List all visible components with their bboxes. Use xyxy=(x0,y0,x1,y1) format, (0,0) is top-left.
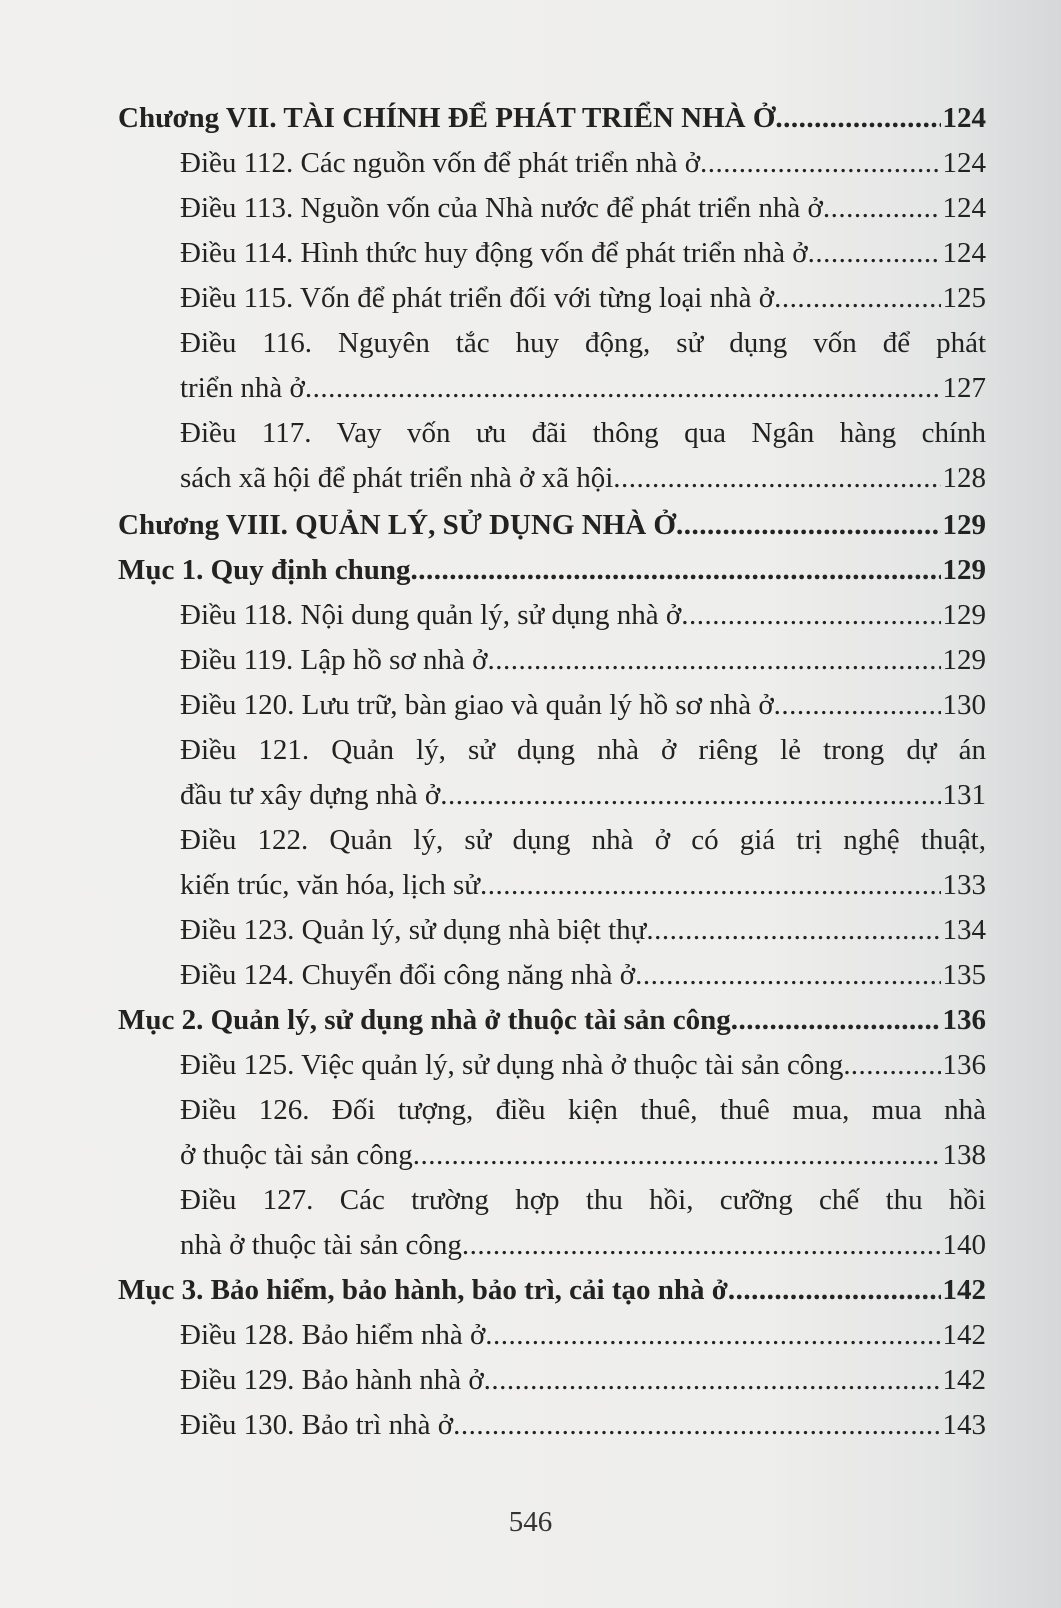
entry-page-number: 134 xyxy=(942,914,986,946)
section-heading xyxy=(118,1268,986,1313)
leader-dots xyxy=(731,998,941,1043)
page-number: 546 xyxy=(508,1506,553,1538)
leader-dots xyxy=(774,276,940,321)
entry-title: ở thuộc tài sản công xyxy=(180,1139,413,1171)
article-entry-line2 xyxy=(118,1133,986,1178)
entry-title: Điều 128. Bảo hiểm nhà ở xyxy=(180,1319,486,1351)
entry-title: kiến trúc, văn hóa, lịch sử xyxy=(180,869,480,901)
entry-page-number: 124 xyxy=(942,147,986,179)
article-entry-line1: Điều 117. Vay vốn ưu đãi thông qua Ngân hàng chính xyxy=(180,417,986,449)
article-entry xyxy=(118,1403,986,1448)
article-entry xyxy=(118,683,986,728)
leader-dots xyxy=(676,503,941,548)
entry-title: Điều 114. Hình thức huy động vốn để phát triển nhà ở xyxy=(180,237,808,269)
entry-page-number: 129 xyxy=(942,599,986,631)
entry-page-number: 142 xyxy=(942,1274,986,1306)
leader-dots xyxy=(305,366,941,411)
article-entry xyxy=(118,593,986,638)
entry-page-number: 128 xyxy=(942,462,986,494)
entry-title: Điều 115. Vốn để phát triển đối với từng loại nhà ở xyxy=(180,282,775,314)
article-entry xyxy=(118,1313,986,1358)
article-entry xyxy=(118,1358,986,1403)
leader-dots xyxy=(487,638,940,683)
entry-title: đầu tư xây dựng nhà ở xyxy=(180,779,441,811)
article-entry xyxy=(118,638,986,683)
article-entry xyxy=(118,411,986,501)
entry-title: Điều 124. Chuyển đổi công năng nhà ở xyxy=(180,959,636,991)
entry-title: Điều 112. Các nguồn vốn để phát triển nhà ở xyxy=(180,147,701,179)
chapter-heading xyxy=(118,96,986,141)
entry-title: nhà ở thuộc tài sản công xyxy=(180,1229,462,1261)
leader-dots xyxy=(462,1223,941,1268)
entry-page-number: 142 xyxy=(942,1319,986,1351)
entry-title: Điều 119. Lập hồ sơ nhà ở xyxy=(180,644,488,676)
entry-title: Chương VIII. QUẢN LÝ, SỬ DỤNG NHÀ Ở xyxy=(118,509,676,541)
entry-page-number: 143 xyxy=(942,1409,986,1441)
entry-page-number: 129 xyxy=(942,509,986,541)
article-entry-line2 xyxy=(118,366,986,411)
entry-page-number: 129 xyxy=(942,644,986,676)
entry-title: Điều 125. Việc quản lý, sử dụng nhà ở thuộc tài sản công. xyxy=(180,1049,851,1081)
article-entry xyxy=(118,321,986,411)
entry-title: Mục 2. Quản lý, sử dụng nhà ở thuộc tài sản công xyxy=(118,1004,731,1036)
entry-page-number: 125 xyxy=(942,282,986,314)
chapter-heading xyxy=(118,503,986,548)
article-entry xyxy=(118,818,986,908)
entry-page-number: 127 xyxy=(942,372,986,404)
entry-page-number: 124 xyxy=(942,102,986,134)
leader-dots xyxy=(646,908,940,953)
leader-dots xyxy=(635,953,940,998)
article-entry-line2 xyxy=(118,773,986,818)
entry-page-number: 133 xyxy=(942,869,986,901)
leader-dots xyxy=(613,456,940,501)
article-entry xyxy=(118,908,986,953)
entry-title: Điều 130. Bảo trì nhà ở xyxy=(180,1409,454,1441)
entry-page-number: 138 xyxy=(942,1139,986,1171)
article-entry-line1: Điều 121. Quản lý, sử dụng nhà ở riêng lẻ trong dự án xyxy=(180,734,986,766)
leader-dots xyxy=(775,96,940,141)
entry-page-number: 136 xyxy=(942,1049,986,1081)
leader-dots xyxy=(485,1313,940,1358)
entry-title: Điều 120. Lưu trữ, bàn giao và quản lý hồ sơ nhà ở xyxy=(180,689,774,721)
leader-dots xyxy=(413,1133,941,1178)
entry-title: sách xã hội để phát triển nhà ở xã hội xyxy=(180,462,614,494)
entry-page-number: 131 xyxy=(942,779,986,811)
section-heading xyxy=(118,998,986,1043)
article-entry xyxy=(118,186,986,231)
entry-page-number: 129 xyxy=(942,554,986,586)
leader-dots xyxy=(700,141,940,186)
entry-page-number: 142 xyxy=(942,1364,986,1396)
entry-title: triển nhà ở xyxy=(180,372,305,404)
article-entry-line1: Điều 127. Các trường hợp thu hồi, cưỡng chế thu hồi xyxy=(180,1184,986,1216)
entry-title: Mục 3. Bảo hiểm, bảo hành, bảo trì, cải tạo nhà ở xyxy=(118,1274,728,1306)
article-entry-line1: Điều 116. Nguyên tắc huy động, sử dụng vốn để phát xyxy=(180,327,986,359)
leader-dots xyxy=(681,593,940,638)
leader-dots xyxy=(484,1358,941,1403)
article-entry xyxy=(118,1178,986,1268)
entry-title: Điều 118. Nội dung quản lý, sử dụng nhà ở xyxy=(180,599,682,631)
entry-page-number: 136 xyxy=(942,1004,986,1036)
entry-title: Chương VII. TÀI CHÍNH ĐỂ PHÁT TRIỂN NHÀ Ở xyxy=(118,102,776,134)
leader-dots xyxy=(411,548,941,593)
article-entry-line2 xyxy=(118,863,986,908)
article-entry xyxy=(118,1043,986,1088)
entry-title: Điều 123. Quản lý, sử dụng nhà biệt thự xyxy=(180,914,647,946)
article-entry-line2 xyxy=(118,1223,986,1268)
table-of-contents xyxy=(118,94,986,1448)
article-entry xyxy=(118,953,986,998)
entry-title: Điều 129. Bảo hành nhà ở xyxy=(180,1364,484,1396)
leader-dots xyxy=(808,231,941,276)
article-entry-line1: Điều 126. Đối tượng, điều kiện thuê, thuê mua, mua nhà xyxy=(180,1094,986,1126)
leader-dots xyxy=(728,1268,941,1313)
article-entry-line2 xyxy=(118,456,986,501)
article-entry xyxy=(118,1088,986,1178)
section-heading xyxy=(118,548,986,593)
entry-page-number: 140 xyxy=(942,1229,986,1261)
leader-dots xyxy=(774,683,941,728)
leader-dots xyxy=(480,863,941,908)
entry-page-number: 135 xyxy=(942,959,986,991)
article-entry xyxy=(118,231,986,276)
leader-dots xyxy=(453,1403,940,1448)
entry-title: Điều 113. Nguồn vốn của Nhà nước để phát triển nhà ở xyxy=(180,192,823,224)
entry-title: Mục 1. Quy định chung xyxy=(118,554,411,586)
article-entry xyxy=(118,728,986,818)
article-entry xyxy=(118,276,986,321)
entry-page-number: 130 xyxy=(942,689,986,721)
article-entry-line1: Điều 122. Quản lý, sử dụng nhà ở có giá trị nghệ thuật, xyxy=(180,824,986,856)
leader-dots xyxy=(851,1043,941,1088)
leader-dots xyxy=(440,773,940,818)
entry-page-number: 124 xyxy=(942,237,986,269)
entry-page-number: 124 xyxy=(942,192,986,224)
leader-dots xyxy=(823,186,941,231)
article-entry xyxy=(118,141,986,186)
